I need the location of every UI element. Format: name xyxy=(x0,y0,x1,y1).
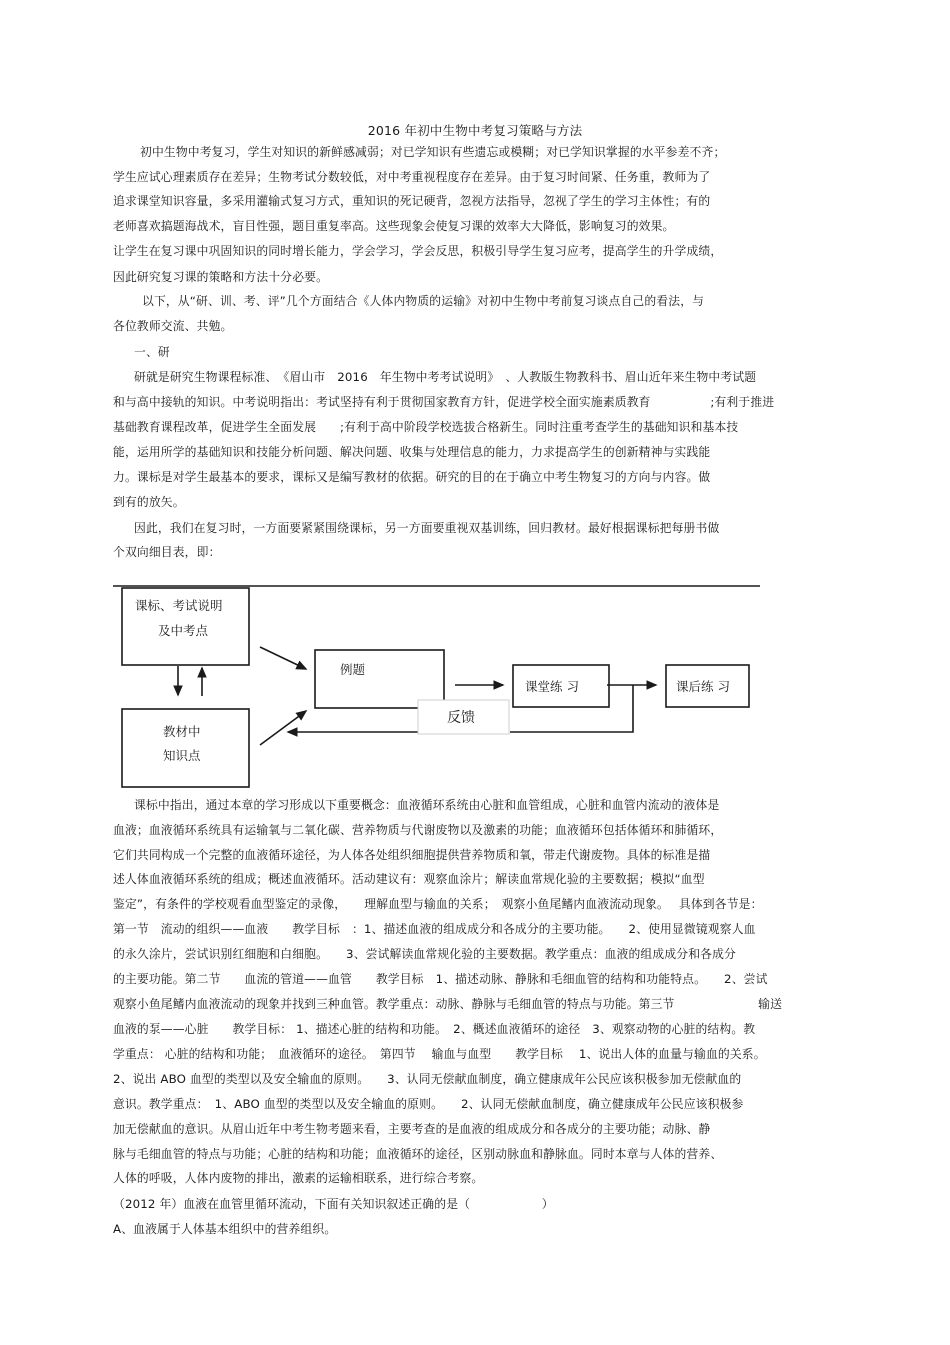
textbook-label-line1: 教材中 xyxy=(163,724,201,739)
intro-line: 让学生在复习课中巩固知识的同时增长能力，学会学习，学会反思，积极引导学生复习应考，提高学生的升学成绩， xyxy=(113,244,723,258)
document-title: 2016 年初中生物中考复习策略与方法 xyxy=(367,123,583,138)
intro-line: 研就是研究生物课程标准、 《眉山市 2016 年生物中考考试说明》 、人教版生物教科书、眉山近年来生物中考试题 xyxy=(134,370,757,384)
textbook-label-line2: 知识点 xyxy=(163,748,201,763)
intro-line: 初中生物中考复习，学生对知识的新鲜感减弱；对已学知识有些遗忘或模糊；对已学知识掌握的水平参差不齐； xyxy=(140,145,726,159)
intro-line: 追求课堂知识容量，多采用灌输式复习方式，重知识的死记硬背，忽视方法指导，忽视了学生的学习主体性；有的 xyxy=(113,194,711,208)
intro-line: 老师喜欢搞题海战术，盲目性强，题目重复率高。这些现象会使复习课的效率大大降低，影响复习的效果。 xyxy=(113,219,675,233)
question-stem: （2012 年）血液在血管里循环流动，下面有关知识叙述正确的是（ ） xyxy=(113,1197,554,1211)
body-line: 血液；血液循环系统具有运输氧与二氧化碳、营养物质与代谢废物以及激素的功能；血液循环包括体循环和肺循环， xyxy=(113,823,723,837)
intro-line: 学生应试心理素质存在差异；生物考试分数较低，对中考重视程度存在差异。由于复习时间紧、任务重，教师为了 xyxy=(113,170,711,184)
body-line: 脉与毛细血管的特点与功能；心脏的结构和功能；血液循环的途径，区别动脉血和静脉血。同时本章与人体的营养、 xyxy=(113,1147,723,1161)
arrow-standards-to-example xyxy=(260,647,306,669)
body-line: 的主要功能。第二节 血流的管道——血管 教学目标 1、描述动脉、静脉和毛细血管的结构和功能特点。 2、尝试 xyxy=(113,972,768,986)
standards-label-line1: 课标、考试说明 xyxy=(135,598,223,613)
intro-line: 因此研究复习课的策略和方法十分必要。 xyxy=(113,270,329,284)
standards-label-line2: 及中考点 xyxy=(158,623,209,638)
intro-line: 和与高中接轨的知识。中考说明指出：考试坚持有利于贯彻国家教育方针，促进学校全面实施素质教育 ;有利于推进 xyxy=(113,395,775,409)
body-line: 鉴定”，有条件的学校观看血型鉴定的录像， 理解血型与输血的关系； 观察小鱼尾鳍内血液流动现象。 具体到各节是： xyxy=(113,897,763,911)
intro-line: 基础教育课程改革，促进学生全面发展 ;有利于高中阶段学校选拔合格新生。同时注重考查学生的基础知识和基本技 xyxy=(113,420,739,434)
body-line: 加无偿献血的意识。从眉山近年中考生物考题来看，主要考查的是血液的组成成分和各成分的主要功能；动脉、静 xyxy=(113,1122,711,1136)
body-line: 课标中指出，通过本章的学习形成以下重要概念：血液循环系统由心脏和血管组成，心脏和血管内流动的液体是 xyxy=(134,798,720,812)
body-line: 观察小鱼尾鳍内血液流动的现象并找到三种血管。教学重点：动脉、静脉与毛细血管的特点与功能。第三节 输送 xyxy=(113,997,783,1011)
example-box xyxy=(315,650,444,708)
body-line: 它们共同构成一个完整的血液循环途径，为人体各处组织细胞提供营养物质和氧，带走代谢废物。具体的标准是描 xyxy=(113,848,711,862)
section-heading: 一、研 xyxy=(134,345,170,359)
question-option-a: A、血液属于人体基本组织中的营养组织。 xyxy=(113,1222,337,1236)
after-class-practice-label: 课后练 习 xyxy=(676,679,730,694)
body-line: 的永久涂片，尝试识别红细胞和白细胞。 3、尝试解读血常规化验的主要数据。教学重点：血液的组成成分和各成分 xyxy=(113,947,736,961)
arrow-textbook-to-example xyxy=(260,711,306,745)
body-line: 人体的呼吸，人体内废物的排出，激素的运输相联系，进行综合考察。 xyxy=(113,1171,484,1185)
body-line: 第一节 流动的组织——血液 教学目标 ：1、描述血液的组成成分和各成分的主要功能。 2、使用显微镜观察人血 xyxy=(113,922,756,936)
intro-line: 因此，我们在复习时，一方面要紧紧围绕课标，另一方面要重视双基训练，回归教材。最好根据课标把每册书做 xyxy=(134,521,720,535)
intro-line: 力。课标是对学生最基本的要求，课标又是编写教材的依据。研究的目的在于确立中考生物复习的方向与内容。做 xyxy=(113,470,711,484)
body-line: 意识。教学重点： 1、ABO 血型的类型以及安全输血的原则。 2、认同无偿献血制度，确立健康成年公民应该积极参 xyxy=(113,1097,744,1111)
body-line: 述人体血液循环系统的组成；概述血液循环。活动建议有：观察血涂片；解读血常规化验的主要数据；模拟“血型 xyxy=(113,872,705,886)
body-line: 学重点： 心脏的结构和功能； 血液循环的途径。 第四节 输血与血型 教学目标 1、说出人体的血量与输血的关系。 xyxy=(113,1047,766,1061)
example-label: 例题 xyxy=(340,662,366,677)
intro-line: 到有的放矢。 xyxy=(113,495,185,509)
feedback-label: 反馈 xyxy=(447,710,475,726)
intro-line: 个双向细目表，即： xyxy=(113,545,221,559)
intro-line: 能，运用所学的基础知识和技能分析问题、解决问题、收集与处理信息的能力，力求提高学生的创新精神与实践能 xyxy=(113,445,711,459)
class-practice-label: 课堂练 习 xyxy=(525,679,579,694)
intro-line: 各位教师交流、共勉。 xyxy=(113,319,233,333)
intro-line: 以下，从“研、训、考、评”几个方面结合《人体内物质的运输》对初中生物中考前复习谈点自己的看法，与 xyxy=(142,294,705,308)
body-line: 血液的泵——心脏 教学目标： 1、描述心脏的结构和功能。 2、概述血液循环的途径 3、观察动物的心脏的结构。教 xyxy=(113,1022,756,1036)
body-line: 2、说出 ABO 血型的类型以及安全输血的原则。 3、认同无偿献血制度，确立健康成年公民应该积极参加无偿献血的 xyxy=(113,1072,742,1086)
